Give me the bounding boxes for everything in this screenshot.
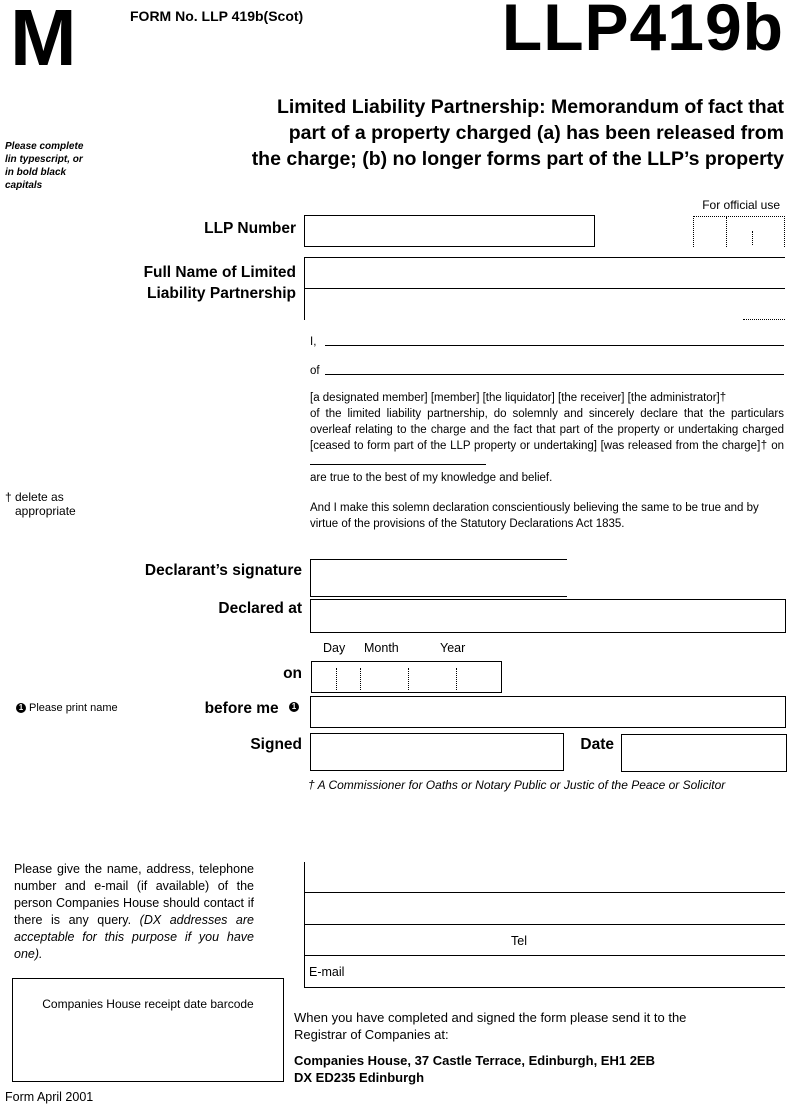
- registrar-address: [294, 1052, 655, 1086]
- full-name-label-line: Full Name of Limited: [143, 264, 296, 281]
- declarant-name-field[interactable]: [325, 345, 784, 346]
- print-name-note: [16, 702, 118, 714]
- commissioner-note: † A Commissioner for Oaths or Notary Public or Justic of the Peace or Solicitor: [308, 778, 726, 792]
- note-line: † delete as: [5, 490, 64, 504]
- full-name-label: [90, 262, 296, 304]
- llp-number-label: LLP Number: [204, 220, 296, 237]
- official-use-box: [693, 216, 785, 247]
- send-instruction-line: Registrar of Companies at:: [294, 1027, 449, 1042]
- contact-details-box[interactable]: [304, 862, 785, 988]
- before-me-text: before me: [204, 700, 279, 717]
- declarant-signature-field[interactable]: [310, 559, 567, 597]
- instruction-line: in bold black: [5, 167, 67, 178]
- declared-at-field[interactable]: [310, 599, 786, 633]
- official-use-label: For official use: [702, 198, 780, 212]
- on-label: on: [283, 665, 302, 682]
- declaration-end: are true to the best of my knowledge and belief.: [310, 472, 553, 484]
- address-line: Companies House, 37 Castle Terrace, Edinburgh, EH1 2EB: [294, 1053, 655, 1068]
- title-line: the charge; (b) no longer forms part of the LLP’s property: [251, 148, 784, 170]
- date-field[interactable]: [621, 734, 787, 772]
- instruction-line: lin typescript, or: [5, 154, 83, 165]
- title-line: Limited Liability Partnership: Memorandum of fact that: [276, 96, 784, 118]
- before-me-field[interactable]: [310, 696, 786, 728]
- form-number: FORM No. LLP 419b(Scot): [130, 8, 304, 24]
- signed-field[interactable]: [310, 733, 564, 771]
- declaration-capacity: [a designated member] [member] [the liquidator] [the receiver] [the administrator]†: [310, 392, 727, 404]
- full-name-label-line: Liability Partnership: [146, 285, 296, 302]
- tel-label: Tel: [511, 934, 527, 948]
- before-me-label: [150, 700, 302, 718]
- declaration-date-box[interactable]: [311, 661, 502, 693]
- of-label: of: [310, 365, 320, 377]
- form-date-footer: Form April 2001: [5, 1090, 94, 1104]
- note-marker-icon: 1: [289, 702, 299, 712]
- year-label: Year: [440, 641, 466, 655]
- instruction-line: Please complete: [5, 141, 84, 152]
- declaration-text: [310, 390, 784, 486]
- completion-instruction: [5, 140, 105, 192]
- llp-number-field[interactable]: [304, 215, 595, 247]
- declaration-body: of the limited liability partnership, do solemnly and sincerely declare that the particulars overleaf relating to the charge and the fact that part of the property or undertaking charged [ceased to form part of the LLP property or undertaking] [was released from the charge]† on: [310, 408, 784, 452]
- title-line: part of a property charged (a) has been released from: [288, 122, 784, 144]
- note-marker-icon: 1: [16, 703, 26, 713]
- full-name-field[interactable]: [304, 257, 785, 320]
- contact-instruction-text: Please give the name, address, telephone number and e-mail (if available) of the person Companies House should contact if there is any query.: [14, 862, 254, 927]
- declaration-date-field[interactable]: [310, 454, 486, 465]
- barcode-label: Companies House receipt date barcode: [42, 997, 254, 1011]
- declarant-address-field[interactable]: [325, 374, 784, 375]
- signed-label: Signed: [250, 736, 302, 753]
- declarant-signature-label: Declarant’s signature: [144, 562, 302, 579]
- address-line: DX ED235 Edinburgh: [294, 1070, 425, 1085]
- i-label: I,: [310, 336, 317, 348]
- month-label: Month: [364, 641, 399, 655]
- declared-at-label: Declared at: [218, 600, 302, 617]
- form-code: LLP419b: [501, 0, 784, 64]
- solemn-declaration-text: And I make this solemn declaration conscientiously believing the same to be true and by virtue of the provisions of the Statutory Declarations Act 1835.: [310, 502, 759, 530]
- send-instructions: [294, 1009, 686, 1043]
- form-title: [144, 94, 784, 172]
- day-label: Day: [323, 641, 346, 655]
- note-line: appropriate: [15, 504, 76, 518]
- contact-instruction: [14, 861, 254, 963]
- contact-dx-note: (DX addresses are acceptable for this purpose if you have one).: [14, 913, 254, 961]
- email-label: E-mail: [309, 965, 345, 979]
- print-name-note-text: Please print name: [29, 702, 118, 714]
- form-letter: M: [10, 0, 75, 82]
- instruction-line: capitals: [5, 180, 43, 191]
- barcode-box: [12, 978, 284, 1082]
- delete-as-appropriate-note: [5, 490, 76, 518]
- send-instruction-line: When you have completed and signed the form please send it to the: [294, 1010, 687, 1025]
- date-label: Date: [580, 736, 614, 753]
